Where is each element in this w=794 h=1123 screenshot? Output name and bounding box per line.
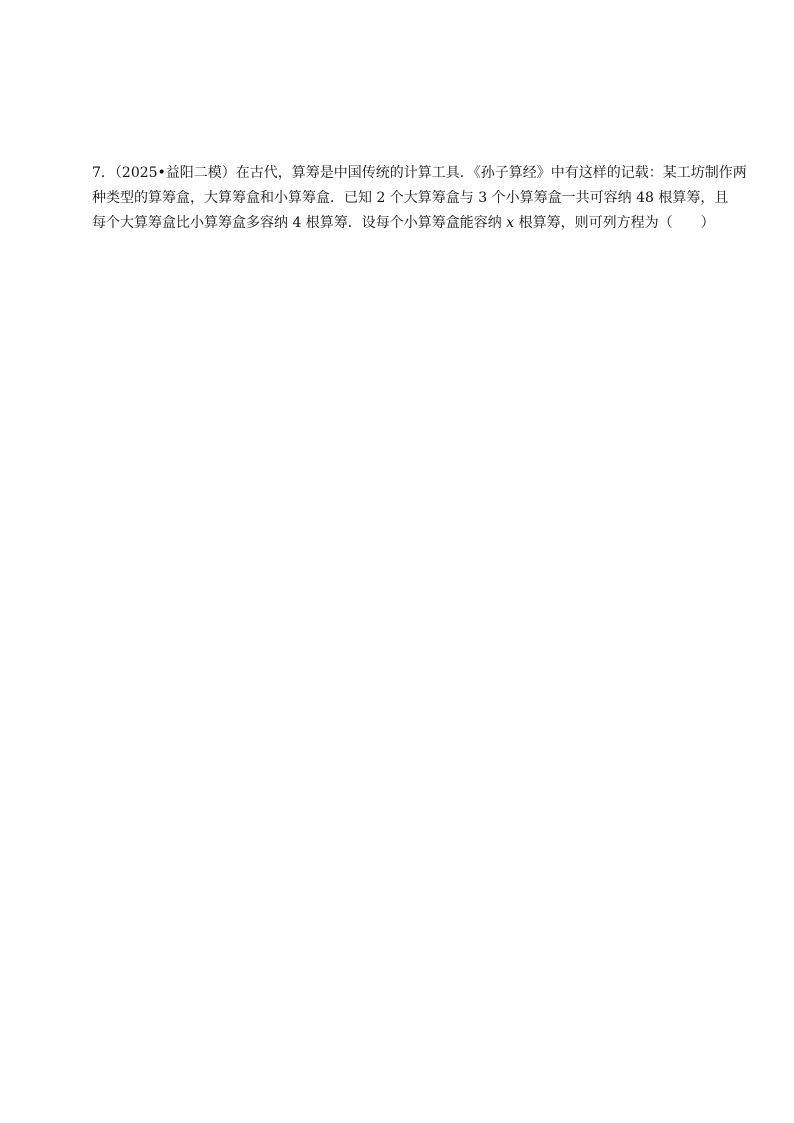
q7-line-3-text-a: 每个大算筹盒比小算筹盒多容纳 4 根算筹．设每个小算筹盒能容纳	[92, 215, 507, 231]
q7-line-1: 7．（2025•益阳二模）在古代，算筹是中国传统的计算工具．《孙子算经》中有这样的记载：某工坊制作两	[92, 165, 747, 181]
q7-line-3-text-b: 根算筹，则可列方程为（ ）	[514, 215, 715, 231]
q7-line-3	[92, 213, 715, 233]
q7-line-2: 种类型的算筹盒，大算筹盒和小算筹盒．已知 2 个大算筹盒与 3 个小算筹盒一共可容纳 48 根算筹，且	[92, 190, 729, 206]
q7-variable-x: x	[506, 215, 515, 231]
